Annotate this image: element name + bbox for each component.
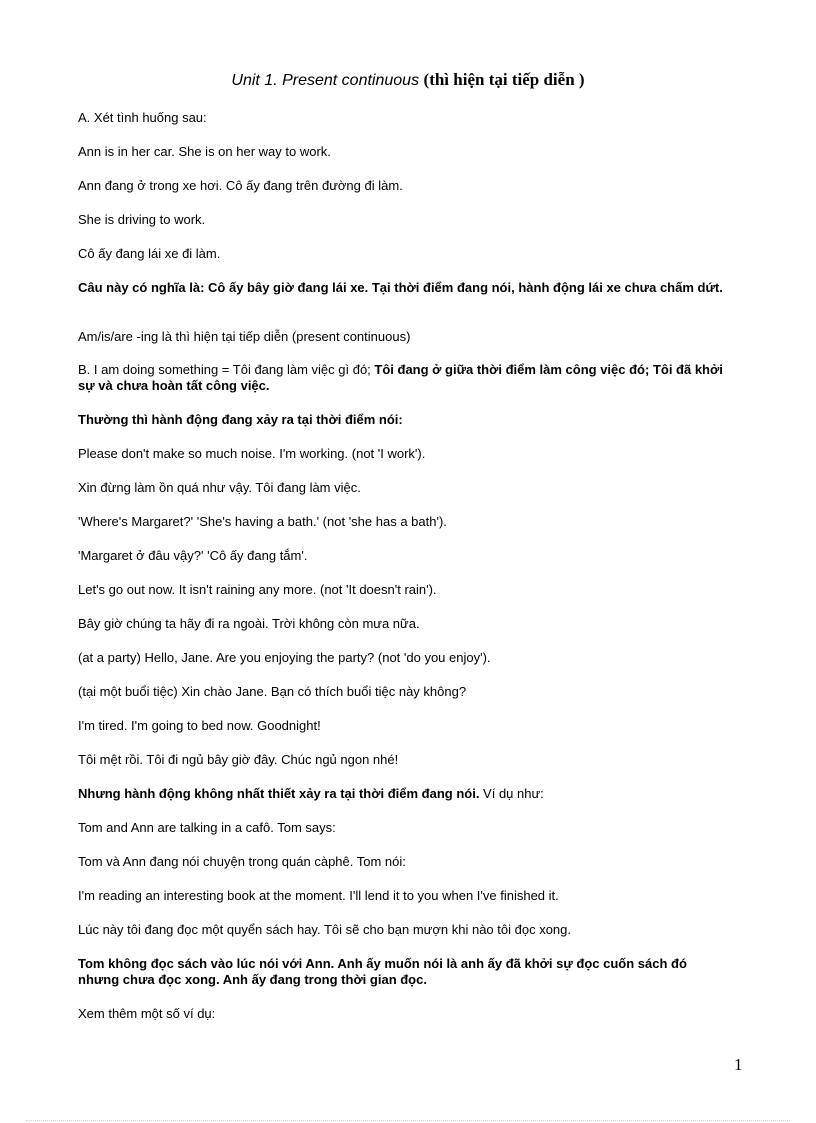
- paragraph-heading-bold: Thường thì hành động đang xảy ra tại thời điểm nói:: [78, 412, 403, 427]
- paragraph-translation: Bây giờ chúng ta hãy đi ra ngoài. Trời không còn mưa nữa.: [78, 616, 420, 631]
- section-b-bold: Tôi đang ở giữa thời điểm làm công việc đó; Tôi đã khởi sự và chưa hoàn tất công việc.: [78, 362, 723, 393]
- paragraph-translation: Cô ấy đang lái xe đi làm.: [78, 246, 221, 261]
- paragraph-example: (at a party) Hello, Jane. Are you enjoying the party? (not 'do you enjoy').: [78, 650, 491, 665]
- paragraph-translation: Tom và Ann đang nói chuyện trong quán càphê. Tom nói:: [78, 854, 406, 869]
- paragraph-meaning-bold: Câu này có nghĩa là: Cô ấy bây giờ đang lái xe. Tại thời điểm đang nói, hành động lái xe chưa chấm dứt.: [78, 280, 723, 295]
- paragraph-example: I'm tired. I'm going to bed now. Goodnight!: [78, 718, 321, 733]
- heading-bold-part: Nhưng hành động không nhất thiết xảy ra tại thời điểm đang nói.: [78, 786, 480, 801]
- title-vietnamese: (thì hiện tại tiếp diễn ): [423, 70, 585, 89]
- page-title: [0, 70, 816, 91]
- paragraph-situation-intro: A. Xét tình huống sau:: [78, 110, 207, 125]
- paragraph-example: I'm reading an interesting book at the moment. I'll lend it to you when I've finished it.: [78, 888, 559, 903]
- paragraph-translation: (tại một buổi tiệc) Xin chào Jane. Bạn có thích buổi tiệc này không?: [78, 684, 467, 699]
- paragraph-example: Ann is in her car. She is on her way to work.: [78, 144, 331, 159]
- paragraph-more-examples: Xem thêm một số ví dụ:: [78, 1006, 216, 1021]
- paragraph-section-b: [78, 362, 730, 394]
- paragraph-translation: 'Margaret ở đâu vậy?' 'Cô ấy đang tắm'.: [78, 548, 308, 563]
- paragraph-definition: Am/is/are -ing là thì hiện tại tiếp diễn (present continuous): [78, 329, 411, 344]
- heading-normal-part: Ví dụ như:: [479, 786, 544, 801]
- paragraph-example: Tom and Ann are talking in a cafô. Tom says:: [78, 820, 336, 835]
- paragraph-translation: Lúc này tôi đang đọc một quyển sách hay. Tôi sẽ cho bạn mượn khi nào tôi đọc xong.: [78, 922, 571, 937]
- paragraph-example: She is driving to work.: [78, 212, 206, 227]
- paragraph-translation: Ann đang ở trong xe hơi. Cô ấy đang trên đường đi làm.: [78, 178, 403, 193]
- page-bottom-divider: [26, 1120, 790, 1121]
- paragraph-example: Please don't make so much noise. I'm working. (not 'I work').: [78, 446, 426, 461]
- paragraph-example: 'Where's Margaret?' 'She's having a bath.' (not 'she has a bath').: [78, 514, 447, 529]
- page-number: 1: [734, 1055, 743, 1074]
- title-english: Unit 1. Present continuous: [231, 72, 420, 89]
- paragraph-heading-mixed: [78, 786, 730, 802]
- paragraph-explanation-bold: Tom không đọc sách vào lúc nói với Ann. Anh ấy muốn nói là anh ấy đã khởi sự đọc cuốn sách đó nhưng chưa đọc xong. Anh ấy đang trong thời gian đọc.: [78, 956, 687, 987]
- section-b-lead: B. I am doing something = Tôi đang làm việc gì đó;: [78, 362, 375, 377]
- paragraph-example: Let's go out now. It isn't raining any more. (not 'It doesn't rain').: [78, 582, 437, 597]
- paragraph-translation: Tôi mệt rồi. Tôi đi ngủ bây giờ đây. Chúc ngủ ngon nhé!: [78, 752, 399, 767]
- paragraph-translation: Xin đừng làm ồn quá như vậy. Tôi đang làm việc.: [78, 480, 361, 495]
